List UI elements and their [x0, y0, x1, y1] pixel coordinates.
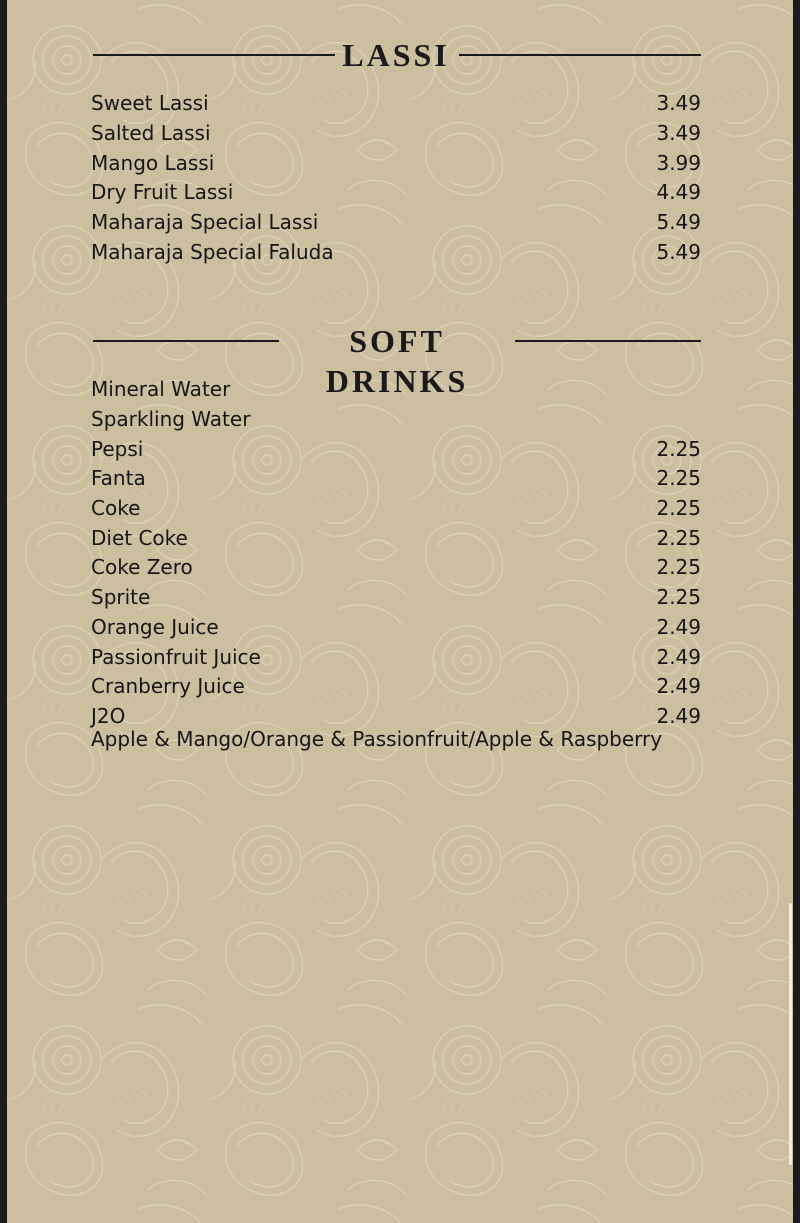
- item-price: 2.25: [656, 526, 701, 550]
- item-price: 5.49: [656, 240, 701, 264]
- header-rule-right: [515, 340, 701, 342]
- item-name: Salted Lassi: [91, 121, 211, 145]
- item-price: 3.49: [656, 121, 701, 145]
- scrollbar-thumb[interactable]: [789, 903, 792, 1165]
- item-name: Sparkling Water: [91, 407, 251, 431]
- header-rule-right: [459, 54, 701, 56]
- item-name: Pepsi: [91, 437, 144, 461]
- item-name: Maharaja Special Lassi: [91, 210, 319, 234]
- item-name: Coke: [91, 496, 141, 520]
- item-name: Coke Zero: [91, 555, 193, 579]
- menu-item: [91, 207, 701, 237]
- item-name: Fanta: [91, 466, 146, 490]
- item-name: Cranberry Juice: [91, 674, 245, 698]
- item-name: Orange Juice: [91, 615, 219, 639]
- item-name: Sprite: [91, 585, 151, 609]
- item-price: 5.49: [656, 210, 701, 234]
- menu-item: [91, 463, 701, 493]
- menu-item: [91, 552, 701, 582]
- section-header-lassi: [93, 35, 701, 75]
- menu-item: [91, 237, 701, 267]
- menu-item: [91, 404, 701, 434]
- section-title-lassi: LASSI: [342, 37, 450, 73]
- menu-item: [91, 612, 701, 642]
- menu-item: [91, 493, 701, 523]
- menu-item: [91, 642, 701, 672]
- item-price: 4.49: [656, 180, 701, 204]
- menu-item: [91, 148, 701, 178]
- item-name: Mineral Water: [91, 377, 231, 401]
- menu-page: [7, 0, 793, 1223]
- item-name: Maharaja Special Faluda: [91, 240, 334, 264]
- item-price: 2.49: [656, 674, 701, 698]
- item-price: 2.25: [656, 496, 701, 520]
- item-price: 2.25: [656, 555, 701, 579]
- menu-item: [91, 118, 701, 148]
- menu-item: [91, 671, 701, 701]
- item-name: J2O: [91, 704, 126, 728]
- menu-item: [91, 177, 701, 207]
- item-name: Diet Coke: [91, 526, 188, 550]
- item-price: 2.49: [656, 615, 701, 639]
- item-price: 3.49: [656, 91, 701, 115]
- item-name: Dry Fruit Lassi: [91, 180, 234, 204]
- item-name: Passionfruit Juice: [91, 645, 261, 669]
- section-title-soft-drinks: SOFT DRINKS: [325, 323, 469, 399]
- item-price: 2.25: [656, 466, 701, 490]
- menu-item: [91, 374, 701, 404]
- item-price: 3.99: [656, 151, 701, 175]
- item-price: 2.49: [656, 704, 701, 728]
- item-price: 2.49: [656, 645, 701, 669]
- item-price: 2.25: [656, 437, 701, 461]
- item-name: Mango Lassi: [91, 151, 215, 175]
- menu-item: [91, 88, 701, 118]
- item-name: Sweet Lassi: [91, 91, 209, 115]
- menu-item: [91, 434, 701, 464]
- j2o-flavours-note: Apple & Mango/Orange & Passionfruit/Apple & Raspberry: [91, 727, 663, 751]
- menu-item: [91, 582, 701, 612]
- header-rule-left: [93, 340, 279, 342]
- menu-item: [91, 523, 701, 553]
- header-rule-left: [93, 54, 335, 56]
- item-price: 2.25: [656, 585, 701, 609]
